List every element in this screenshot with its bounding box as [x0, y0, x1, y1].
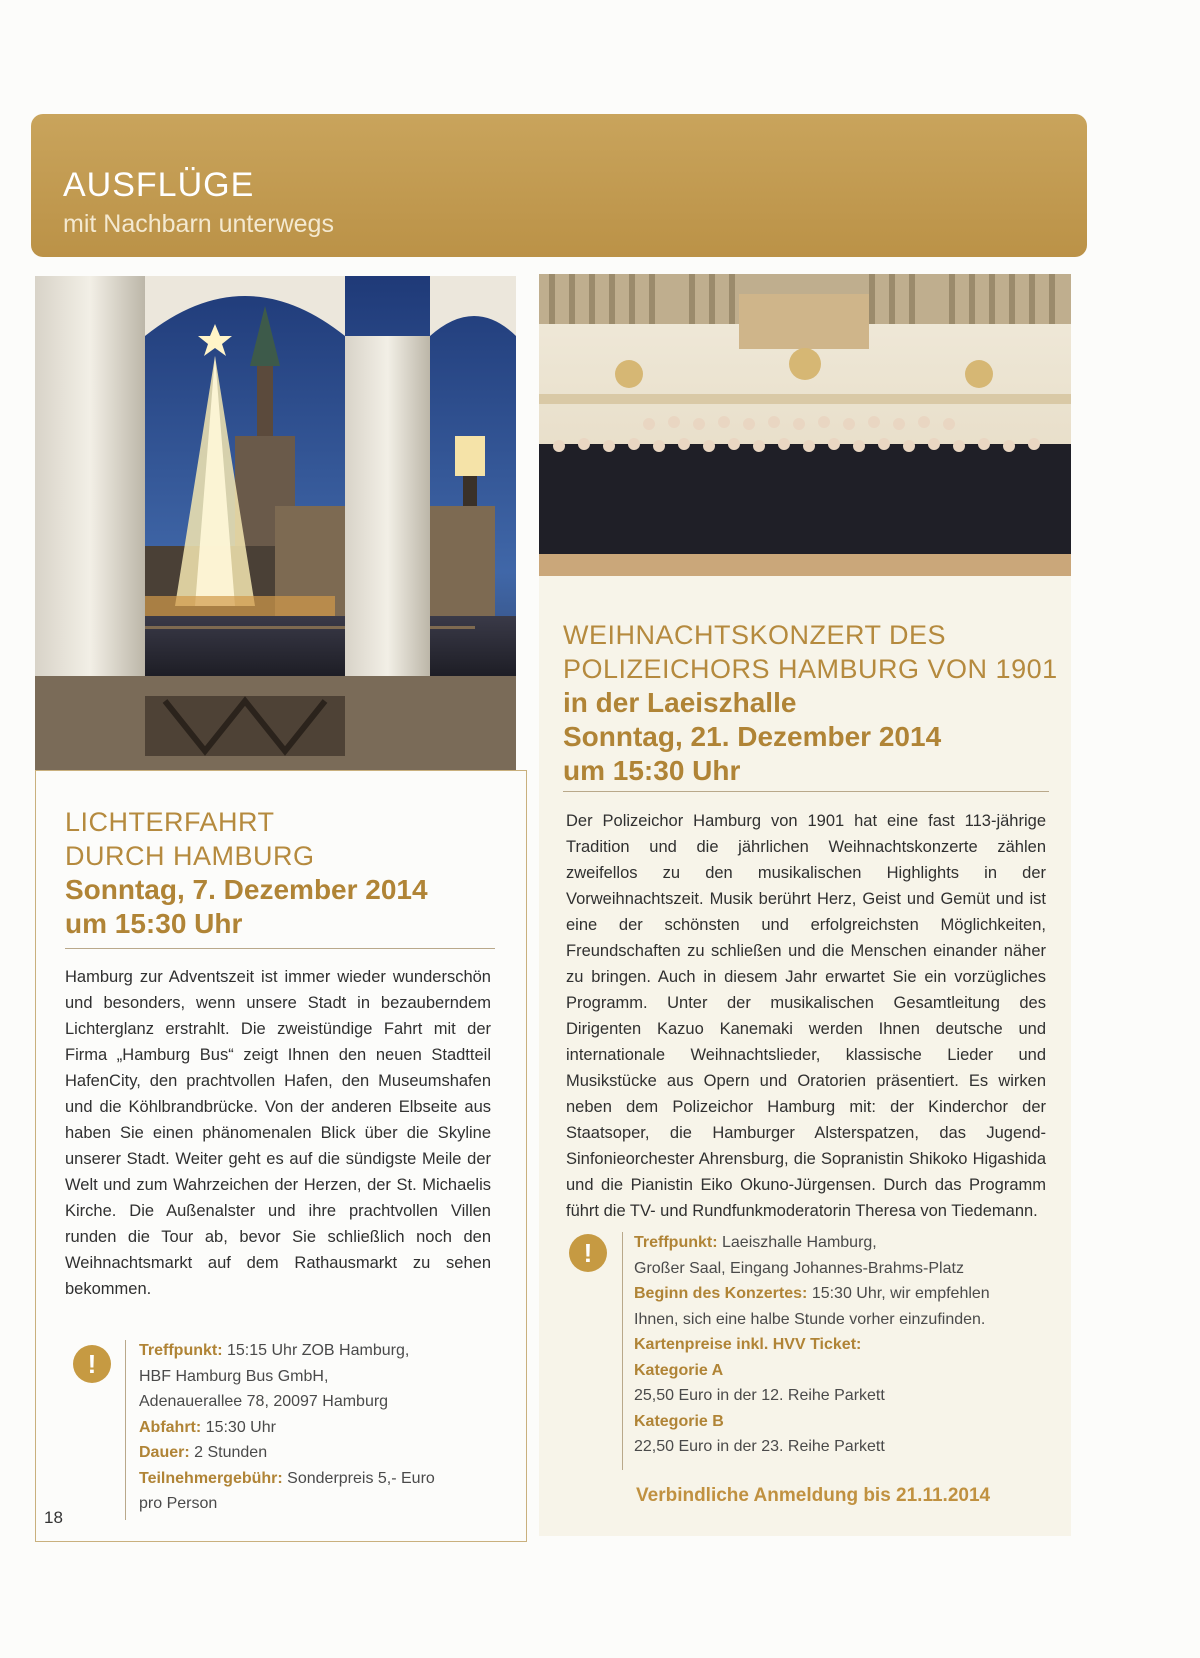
right-cat-a-label: Kategorie A	[634, 1361, 724, 1379]
left-date: Sonntag, 7. Dezember 2014	[65, 874, 428, 905]
right-cat-b-value: 22,50 Euro in der 23. Reihe Parkett	[634, 1438, 885, 1455]
right-start-line2: Ihnen, sich eine halbe Stunde vorher einzufinden.	[634, 1310, 986, 1328]
registration-deadline: Verbindliche Anmeldung bis 21.11.2014	[636, 1485, 991, 1506]
exclamation-icon: !	[569, 1234, 607, 1272]
left-divider	[65, 948, 495, 949]
right-start-value: 15:30 Uhr, wir empfehlen	[811, 1285, 990, 1302]
exclamation-icon: !	[73, 1345, 111, 1383]
right-date: Sonntag, 21. Dezember 2014	[563, 721, 942, 752]
left-meet-label: Treffpunkt:	[139, 1342, 223, 1359]
section-banner	[31, 114, 1087, 257]
right-start-label: Beginn des Konzertes:	[634, 1285, 808, 1302]
left-heading-line1: LICHTERFAHRT	[65, 807, 275, 837]
left-heading-line2: DURCH HAMBURG	[65, 841, 315, 871]
left-heading	[65, 805, 505, 941]
right-heading-line2: POLIZEICHORS HAMBURG VON 1901	[563, 654, 1058, 684]
right-meet-line2: Großer Saal, Eingang Johannes-Brahms-Platz	[634, 1259, 964, 1277]
left-body: Hamburg zur Adventszeit ist immer wieder wunderschön und besonders, wenn unsere Stadt in bezauberndem Lichterglanz erstrahlt. Die zweistündige Fahrt mit der Firma „Hamburg Bus“ zeigt Ihnen den neuen Stadtteil HafenCity, den prachtvollen Hafen, den Museumshafen und die Köhlbrandbrücke. Von der anderen Elbseite aus haben Sie einen phänomenalen Blick über die Skyline unserer Stadt. Weiter geht es auf die sündigste Meile der Welt und zum Wahrzeichen der Herzen, der St. Michaelis Kirche. Die Außenalster und ihre prachtvollen Villen runden die Tour ab, bevor Sie schließlich noch den Weihnachtsmarkt auf dem Rathausmarkt zu sehen bekommen.	[65, 968, 491, 1298]
right-divider	[563, 791, 1049, 792]
left-fee-line2: pro Person	[139, 1495, 218, 1512]
right-heading-line1: WEIHNACHTSKONZERT DES	[563, 620, 947, 650]
left-duration-label: Dauer:	[139, 1444, 190, 1461]
left-depart-label: Abfahrt:	[139, 1418, 202, 1436]
left-time: um 15:30 Uhr	[65, 908, 243, 939]
left-duration-value: 2 Stunden	[194, 1444, 268, 1461]
right-body: Der Polizeichor Hamburg von 1901 hat eine fast 113-jährige Tradition und die jährlichen Weihnachtskonzerte zählen zweifellos zu den musikalischen Highlights in der Vorweihnachtszeit. Musik berührt Herz, Geist und Gemüt und ist eine der schönsten und erfolgreichsten Möglichkeiten, Freundschaften zu schließen und die Menschen einander näher zu bringen. Auch in diesem Jahr erwartet Sie ein vorzügliches Programm. Unter der musikalischen Gesamtleitung des Dirigenten Kazuo Kanemaki werden Ihnen deutsche und internationale Weihnachtslieder, klassische Lieder und Musikstücke aus Opern und Oratorien präsentiert. Es wirken neben dem Polizeichor Hamburg mit: der Kinderchor der Staatsoper, die Hamburger Alsterspatzen, das Jugend-Sinfonieorchester Ahrensburg, die Sopranistin Shikoko Higashida und die Pianistin Eiko Okuno-Jürgensen. Durch das Programm führt die TV- und Rundfunkmoderatorin Theresa von Tiedemann.	[566, 812, 1046, 1220]
section-subtitle: mit Nachbarn unterwegs	[63, 210, 334, 238]
right-meet-label: Treffpunkt:	[634, 1234, 718, 1251]
right-prices-label: Kartenpreise inkl. HVV Ticket:	[634, 1336, 862, 1353]
right-meet-value: Laeiszhalle Hamburg,	[722, 1234, 877, 1251]
photo-polizeichor-laeiszhalle	[539, 274, 1071, 576]
left-meet-value: 15:15 Uhr ZOB Hamburg,	[227, 1342, 410, 1359]
left-fee-label: Teilnehmergebühr:	[139, 1469, 283, 1487]
left-meet-line3: Adenauerallee 78, 20097 Hamburg	[139, 1393, 389, 1410]
right-heading	[563, 618, 1063, 788]
photo-hamburg-rathaus-christmas	[35, 276, 516, 770]
left-meet-line2: HBF Hamburg Bus GmbH,	[139, 1367, 329, 1385]
page-number: 18	[44, 1508, 63, 1527]
left-depart-value: 15:30 Uhr	[205, 1418, 276, 1436]
right-info-divider	[622, 1232, 623, 1470]
left-fee-value: Sonderpreis 5,- Euro	[287, 1469, 435, 1487]
right-cat-a-value: 25,50 Euro in der 12. Reihe Parkett	[634, 1387, 885, 1404]
section-title: AUSFLÜGE	[63, 166, 255, 204]
right-venue: in der Laeiszhalle	[563, 687, 797, 718]
left-info-divider	[125, 1340, 126, 1520]
right-info	[634, 1230, 1054, 1460]
left-info	[139, 1338, 499, 1517]
right-cat-b-label: Kategorie B	[634, 1412, 724, 1430]
right-time: um 15:30 Uhr	[563, 755, 741, 786]
